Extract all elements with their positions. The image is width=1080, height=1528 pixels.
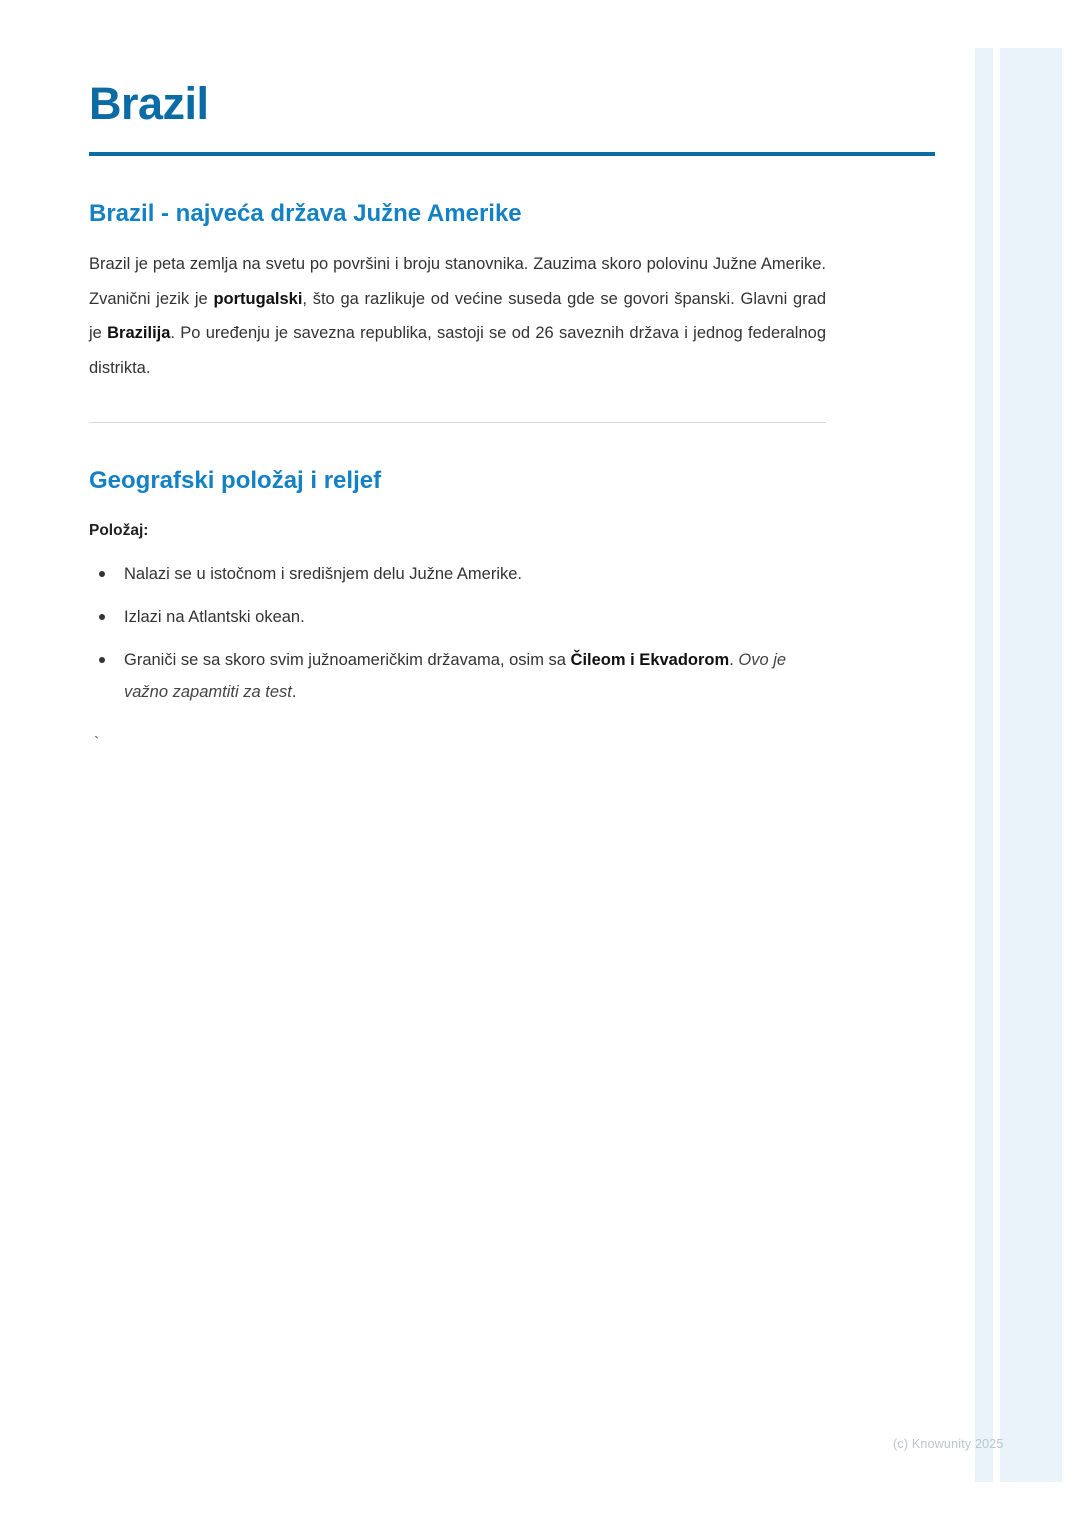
bullet-list — [89, 558, 839, 709]
stray-backtick-mark: ` — [94, 735, 100, 753]
paragraph-text-part-3: . Po uređenju je savezna republika, sastoji se od 26 saveznih država i jednog federalnog distrikta. — [89, 324, 826, 377]
list-item — [89, 601, 824, 633]
list-item-text: Nalazi se u istočnom i središnjem delu Južne Amerike. — [124, 564, 523, 583]
title-divider — [89, 152, 935, 156]
section-heading-2: Geografski položaj i reljef — [89, 466, 382, 494]
list-item — [89, 644, 824, 708]
list-item — [89, 558, 824, 590]
list-item-italic-note: Ovo je važno zapamtiti za test — [124, 651, 787, 702]
section-divider — [89, 422, 826, 423]
list-item-text: Izlazi na Atlantski okean. — [124, 607, 305, 626]
subsection-label-polozaj: Položaj: — [89, 521, 149, 539]
page-title: Brazil — [89, 78, 209, 129]
watermark: (c) Knowunity 2025 — [893, 1437, 1004, 1451]
document-content — [89, 78, 839, 752]
list-item-bold-cile-ekvador: Čileom i Ekvadorom — [570, 651, 730, 670]
paragraph-bold-portugalski: portugalski — [213, 289, 303, 308]
list-item-text-post: . — [291, 683, 297, 702]
page-edge-strip-outer — [1000, 48, 1062, 1482]
paragraph-text-part-1: Brazil je peta zemlja na svetu po površini i broju stanovnika. Zauzima skoro polovinu Južne Amerike. Zvanični jezik je — [89, 254, 826, 308]
paragraph-bold-brazilija: Brazilija — [107, 324, 171, 343]
paragraph-text-part-2: , što ga razlikuje od većine suseda gde se govori španski. Glavni grad je — [89, 289, 827, 343]
page-edge-strip-inner — [975, 48, 993, 1482]
list-item-text-pre: Graniči se sa skoro svim južnoameričkim državama, osim sa — [124, 651, 571, 670]
intro-paragraph — [89, 247, 826, 386]
section-heading-1: Brazil - najveća država Južne Amerike — [89, 199, 522, 227]
list-item-text-mid: . — [729, 651, 739, 670]
